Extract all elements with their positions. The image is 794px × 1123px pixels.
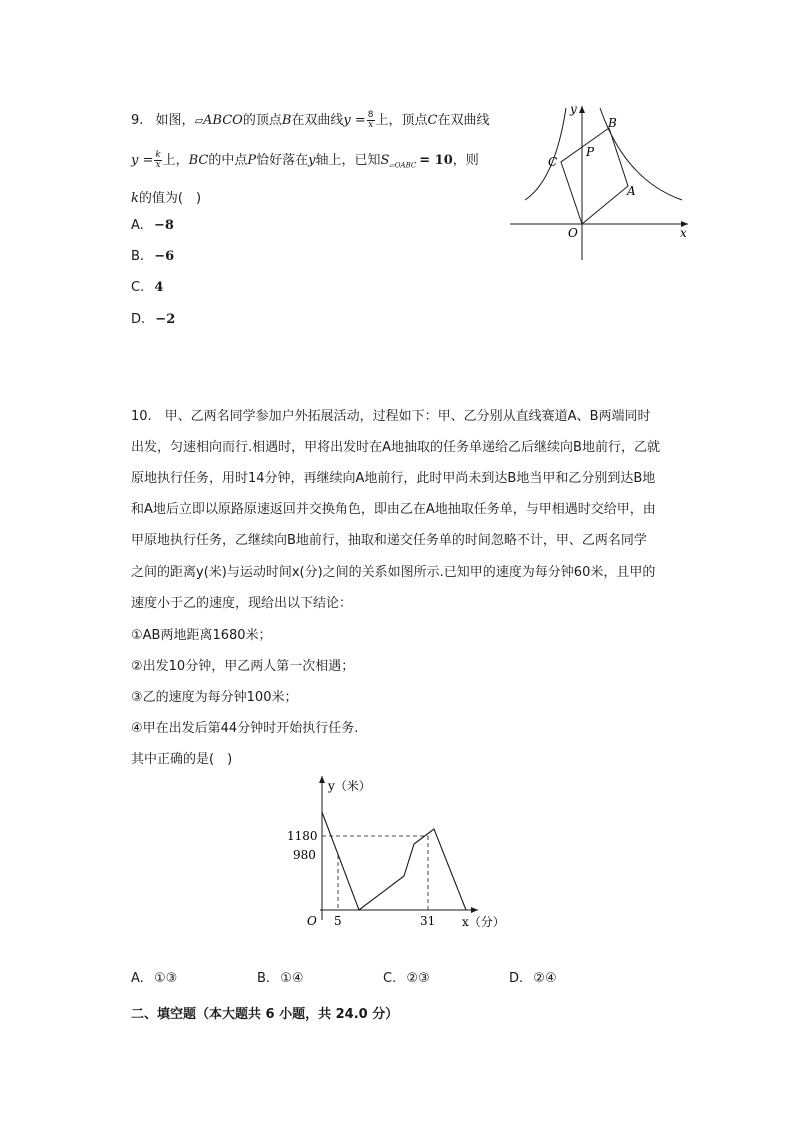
q10-conclusion-3: ③乙的速度为每分钟100米；	[131, 690, 298, 705]
q10-option-a[interactable]	[131, 971, 177, 986]
fraction-k-over-x: $\frac{k}{x}$	[155, 150, 161, 170]
option-label: D.	[131, 312, 146, 327]
graph-x-tick-31: 31	[420, 914, 436, 928]
option-label: C.	[383, 971, 397, 986]
graph-y-tick-980: 980	[293, 848, 316, 862]
option-label: B.	[131, 249, 145, 264]
fig-label-a: A	[627, 184, 636, 198]
option-value: ②④	[533, 971, 557, 986]
q9-text-k: 的值为( )	[138, 191, 202, 206]
option-label: C.	[131, 280, 145, 295]
q9-point-p: P	[247, 153, 257, 168]
q9-text-d: 上，顶点	[375, 113, 428, 128]
q10-conclusion-4: ④甲在出发后第44分钟时开始执行任务.	[131, 721, 359, 736]
graph-y-arrow-icon	[319, 776, 325, 783]
q9-text-f: 上，	[162, 153, 189, 168]
q9-number: 9.	[131, 113, 144, 128]
option-value: ②③	[406, 971, 430, 986]
fig-label-x: x	[680, 226, 687, 240]
fig-label-b: B	[608, 116, 617, 130]
parallelogram-oabc	[561, 128, 628, 224]
q9-bc: BC	[188, 153, 209, 168]
q9-axis-y: y	[308, 153, 316, 168]
q9-line-1	[131, 109, 490, 130]
option-value: −2	[155, 312, 176, 327]
q10-line-6: 之间的距离y(米)与运动时间x(分)之间的关系如图所示.已知甲的速度为每分钟60米，且甲的	[131, 565, 656, 580]
q9-option-c[interactable]	[131, 280, 163, 295]
q9-text-j: ，则	[452, 153, 479, 168]
q9-line-2	[131, 149, 479, 170]
q9-k: k	[131, 191, 139, 206]
q9-s-label: S	[380, 153, 390, 168]
q9-y-eq-2: y =	[131, 153, 154, 168]
q9-option-b[interactable]	[131, 249, 174, 264]
q10-line-7: 速度小于乙的速度，现给出以下结论：	[131, 596, 353, 611]
q10-conclusion-2: ②出发10分钟，甲乙两人第一次相遇；	[131, 659, 355, 674]
graph-x-tick-5: 5	[334, 914, 342, 928]
q9-text-h: 恰好落在	[256, 153, 309, 168]
q9-text-g: 的中点	[208, 153, 248, 168]
graph-x-label: x（分）	[462, 915, 505, 929]
q9-text-c: 在双曲线	[291, 113, 344, 128]
option-value: ①④	[280, 971, 304, 986]
q9-option-a[interactable]	[131, 218, 174, 233]
y-axis-arrow-icon	[579, 106, 585, 113]
hyperbola-left	[525, 108, 566, 200]
fig-label-y: y	[570, 102, 577, 116]
q10-graph	[280, 768, 520, 938]
distance-polyline	[322, 812, 466, 910]
q10-conclusion-1: ①AB两地距离1680米；	[131, 628, 272, 643]
fig-label-p: P	[586, 145, 595, 159]
q9-abco: ABCO	[203, 113, 243, 128]
graph-y-tick-1180: 1180	[287, 829, 318, 843]
fig-label-c: C	[548, 155, 558, 169]
q9-text-i: 轴上，已知	[315, 153, 381, 168]
graph-y-label: y（米）	[328, 779, 371, 793]
option-label: A.	[131, 971, 144, 986]
q10-line-3: 原地执行任务，用时14分钟，再继续向A地前行，此时甲尚未到达B地当甲和乙分别到达B地	[131, 471, 656, 486]
q9-s-value: = 10	[419, 153, 453, 168]
q9-point-c: C	[427, 113, 438, 128]
fraction-8-over-x: $\frac{8}{x}$	[367, 110, 374, 130]
q9-figure	[505, 100, 695, 265]
q9-line-3	[131, 187, 201, 206]
option-label: D.	[509, 971, 524, 986]
q10-option-d[interactable]	[509, 971, 557, 986]
parallelogram-symbol: ▱	[194, 114, 204, 127]
option-label: A.	[131, 218, 144, 233]
q10-line-4: 和A地后立即以原路原速返回并交换角色，即由乙在A地抽取任务单，与甲相遇时交给甲，由	[131, 502, 656, 517]
q9-option-d[interactable]	[131, 312, 175, 327]
q10-line-1: 10. 甲、乙两名同学参加户外拓展活动，过程如下：甲、乙分别从直线赛道A、B两端同时	[131, 409, 651, 424]
q10-option-b[interactable]	[257, 971, 304, 986]
q9-s-sub: ▱OABC	[389, 161, 417, 170]
q10-question: 其中正确的是( )	[131, 752, 233, 767]
graph-x-arrow-icon	[471, 907, 478, 913]
option-label: B.	[257, 971, 271, 986]
q9-point-b: B	[281, 113, 292, 128]
q10-line-2: 出发，匀速相向而行.相遇时，甲将出发时在A地抽取的任务单递给乙后继续向B地前行，乙就	[131, 440, 660, 455]
option-value: −6	[154, 249, 175, 264]
option-value: −8	[153, 218, 174, 233]
q9-y-eq: y =	[343, 113, 366, 128]
q9-text-b: 的顶点	[242, 113, 282, 128]
section-title: 二、填空题（本大题共 6 小题，共 24.0 分）	[131, 1007, 399, 1022]
q9-text-e: 在双曲线	[437, 113, 490, 128]
option-value: 4	[154, 280, 164, 295]
graph-origin: O	[307, 914, 317, 928]
q9-text-a: 如图，	[155, 113, 195, 128]
q10-option-c[interactable]	[383, 971, 430, 986]
option-value: ①③	[153, 971, 178, 986]
fig-label-o: O	[568, 226, 578, 240]
q10-line-5: 甲原地执行任务，乙继续向B地前行，抽取和递交任务单的时间忽略不计，甲、乙两名同学	[131, 533, 647, 548]
